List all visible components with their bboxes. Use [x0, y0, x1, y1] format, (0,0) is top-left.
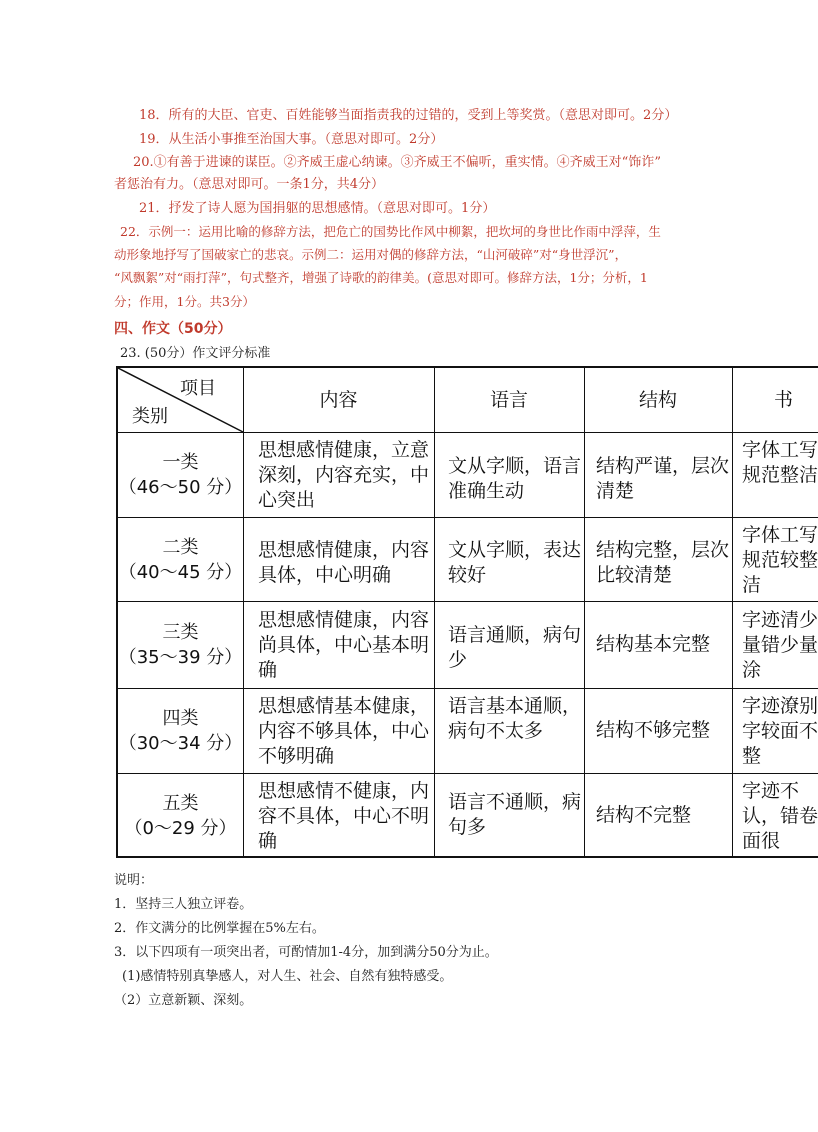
scoring-table: [116, 366, 818, 858]
row2-language: 文从字顺，表达较好: [448, 539, 582, 586]
row2-writing: 字体工写规范较整洁: [742, 524, 818, 596]
row5-category: 五类: [162, 793, 199, 814]
table-divider: [118, 688, 818, 689]
row3-structure: 结构基本完整: [596, 633, 711, 655]
row1-writing: 字体工写规范整洁: [742, 439, 818, 486]
answer-20-line1: 20.①有善于进谏的谋臣。②齐威王虚心纳谏。③齐威王不偏听，重实情。④齐威王对“饰诈”: [133, 155, 661, 170]
answer-22-line4: 分；作用，1分。共3分）: [114, 294, 255, 309]
note-item: 1．坚持三人独立评卷。: [114, 897, 253, 912]
note-item: 3．以下四项有一项突出者，可酌情加1-4分，加到满分50分为止。: [114, 945, 498, 960]
header-content: 内容: [319, 389, 358, 411]
section-heading: 四、作文（50分）: [114, 321, 232, 337]
row4-structure: 结构不够完整: [596, 719, 711, 741]
row4-range: （30～34 分）: [118, 733, 243, 754]
header-structure: 结构: [638, 389, 677, 411]
header-writing: 书: [774, 389, 794, 411]
note-item: 2．作文满分的比例掌握在5%左右。: [114, 921, 325, 936]
row4-language: 语言基本通顺，病句不太多: [448, 695, 582, 742]
row4-category: 四类: [162, 708, 199, 729]
row5-language: 语言不通顺，病句多: [448, 791, 582, 838]
corner-label-category: 类别: [132, 406, 168, 427]
answer-21: 21．抒发了诗人愿为国捐躯的思想感情。（意思对即可。1分）: [139, 201, 496, 216]
row4-content: 思想感情基本健康，内容不够具体，中心不够明确: [258, 695, 430, 767]
row2-range: （40～45 分）: [118, 562, 243, 583]
answer-22-line1: 22．示例一：运用比喻的修辞方法，把危亡的国势比作风中柳絮，把坎坷的身世比作雨中浮萍，生: [120, 224, 661, 239]
table-divider: [243, 368, 244, 856]
answer-22-line2: 动形象地抒写了国破家亡的悲哀。示例二：运用对偶的修辞方法，“山河破碎”对“身世浮沉”，: [114, 247, 628, 262]
table-divider: [584, 368, 585, 856]
row2-structure: 结构完整，层次比较清楚: [596, 539, 730, 586]
note-item: （2）立意新颖、深刻。: [114, 993, 253, 1008]
header-language: 语言: [489, 389, 528, 411]
row5-range: （0～29 分）: [124, 818, 237, 839]
row4-writing: 字迹潦别字较面不整: [742, 695, 818, 767]
row1-category: 一类: [162, 452, 199, 473]
answer-18: 18．所有的大臣、官吏、百姓能够当面指责我的过错的，受到上等奖赏。（意思对即可。2分）: [139, 108, 678, 123]
row3-writing: 字迹清少量错少量涂: [742, 609, 818, 681]
row1-content: 思想感情健康，立意深刻，内容充实，中心突出: [258, 439, 430, 511]
row3-language: 语言通顺，病句少: [448, 624, 582, 671]
table-divider: [732, 368, 733, 856]
table-divider: [118, 432, 818, 433]
notes-title: 说明：: [114, 873, 154, 888]
answer-19: 19．从生活小事推至治国大事。（意思对即可。2分）: [139, 132, 444, 147]
row2-content: 思想感情健康，内容具体，中心明确: [258, 539, 430, 586]
table-divider: [118, 773, 818, 774]
row5-structure: 结构不完整: [596, 804, 692, 826]
row2-category: 二类: [162, 537, 199, 558]
table-divider: [118, 517, 818, 518]
row5-content: 思想感情不健康，内容不具体，中心不明确: [258, 780, 430, 852]
row3-content: 思想感情健康，内容尚具体，中心基本明确: [258, 609, 430, 681]
row5-writing: 字迹不认，错卷面很: [742, 780, 818, 852]
answer-20-line2: 者惩治有力。（意思对即可。一条1分，共4分）: [114, 177, 385, 192]
row1-language: 文从字顺，语言准确生动: [448, 455, 582, 502]
row1-structure: 结构严谨，层次清楚: [596, 455, 730, 502]
corner-label-item: 项目: [180, 378, 216, 399]
table-divider: [434, 368, 435, 856]
row1-range: （46～50 分）: [118, 477, 243, 498]
row3-range: （35～39 分）: [118, 647, 243, 668]
note-item: (1)感情特别真挚感人，对人生、社会、自然有独特感受。: [122, 969, 453, 984]
section-subheading: 23. (50分）作文评分标准: [120, 346, 271, 361]
answer-22-line3: “风飘絮”对“雨打萍”，句式整齐，增强了诗歌的韵律美。(意思对即可。修辞方法，1分；分析，1: [114, 270, 648, 285]
row3-category: 三类: [162, 622, 199, 643]
table-divider: [118, 601, 818, 602]
